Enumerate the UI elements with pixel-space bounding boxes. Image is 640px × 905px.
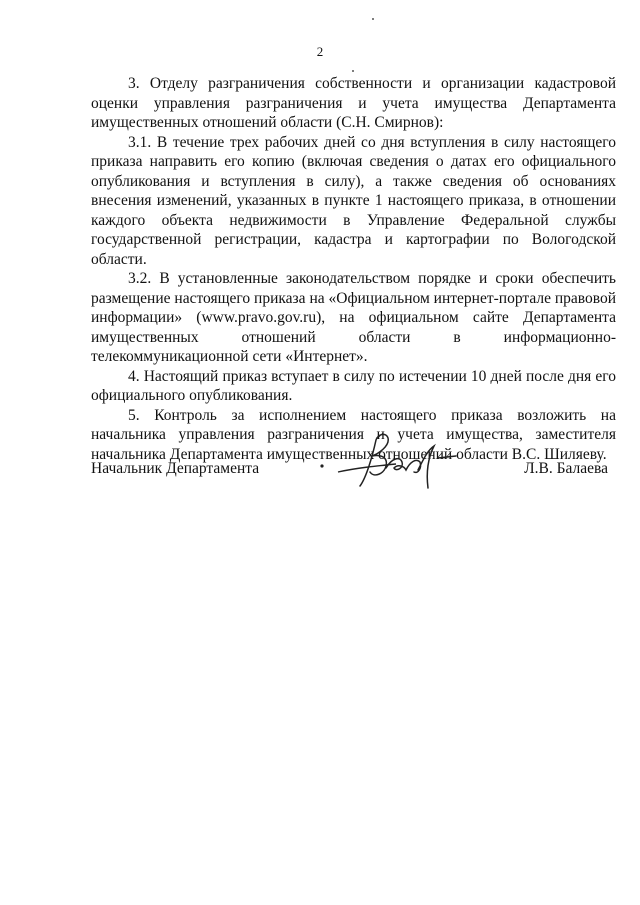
signer-title: Начальник Департамента bbox=[91, 460, 260, 477]
handwritten-signature bbox=[316, 428, 466, 493]
paragraph-3-2: 3.2. В установленные законодательством порядке и сроки обеспечить размещение настоящего приказа на «Официальном интернет-портале правовой информации» (www.pravo.gov.ru), на официальном сайте Департамента имущественных отношений области в информационно-телекоммуникационной сети «Интернет». bbox=[91, 270, 616, 365]
signer-name: Л.В. Балаева bbox=[524, 460, 608, 477]
signature-block bbox=[91, 428, 616, 498]
paragraph-3: 3. Отделу разграничения собственности и организации кадастровой оценки управления разграничения и учета имущества Департамента имущественных отношений области (С.Н. Смирнов): bbox=[91, 75, 616, 131]
paragraph-3-1: 3.1. В течение трех рабочих дней со дня вступления в силу настоящего приказа направить его копию (включая сведения о датах его официального опубликования и вступления в силу), а также сведения об основаниях внесения изменений, указанных в пункте 1 настоящего приказа, в отношении каждого объекта недвижимости в Управление Федеральной службы государственной регистрации, кадастра и картографии по Вологодской области. bbox=[91, 133, 616, 268]
scan-speck bbox=[372, 18, 374, 20]
page-number: 2 bbox=[316, 44, 324, 59]
scan-speck bbox=[352, 70, 354, 72]
paragraph-5: 5. Контроль за исполнением настоящего приказа возложить на начальника управления разграничения и учета имущества, заместителя начальника Департамента имущественных отношений области В.С. Шиляеву. bbox=[91, 406, 616, 463]
paragraph-4: 4. Настоящий приказ вступает в силу по истечении 10 дней после дня его официального опубликования. bbox=[91, 367, 616, 404]
document-body bbox=[91, 74, 616, 464]
